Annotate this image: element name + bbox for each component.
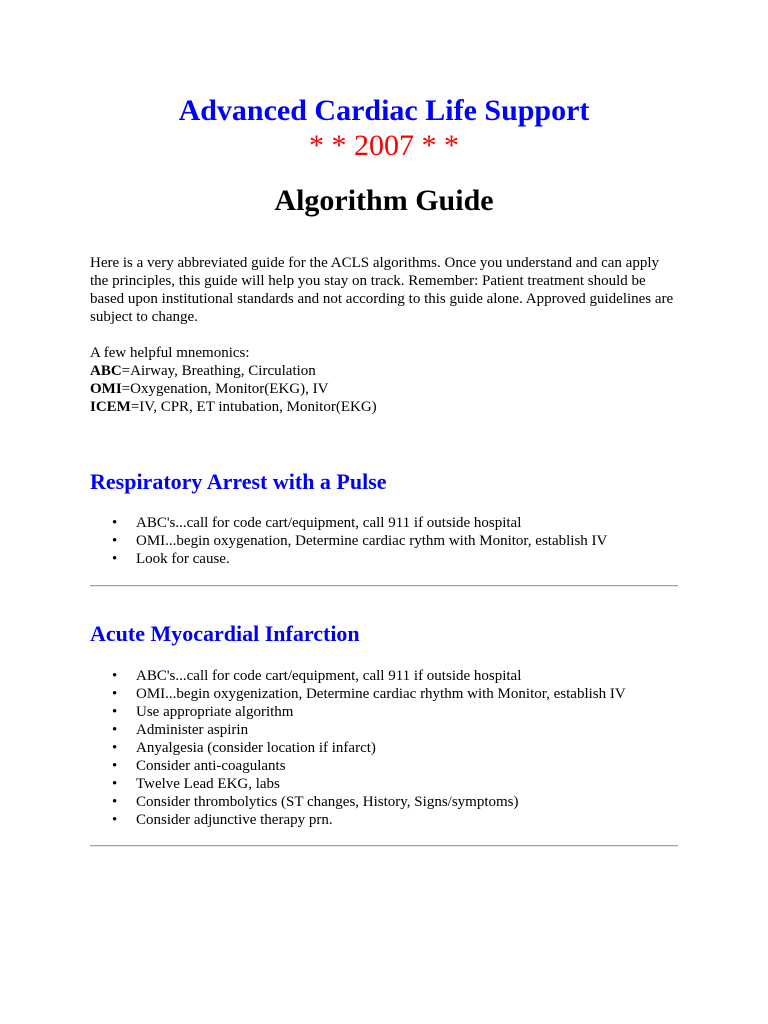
list-item: • Consider anti-coagulants — [90, 757, 678, 775]
section-divider — [90, 845, 678, 847]
list-item: • OMI...begin oxygenation, Determine cardiac rythm with Monitor, establish IV — [90, 532, 678, 550]
mnemonic-abbr: ICEM — [90, 399, 131, 415]
list-item: • Look for cause. — [90, 550, 678, 568]
respiratory-arrest-list — [90, 514, 678, 568]
mnemonic-abbr: OMI — [90, 381, 122, 397]
page-title: Advanced Cardiac Life Support — [178, 94, 590, 127]
page-subtitle: Algorithm Guide — [274, 184, 494, 217]
section-heading-acute-mi: Acute Myocardial Infarction — [90, 621, 360, 646]
mnemonic-item — [90, 362, 678, 380]
intro-paragraph: Here is a very abbreviated guide for the ACLS algorithms. Once you understand and can apply the principles, this guide will help you stay on track. Remember: Patient treatment should be based upon institutional standards and not according to this guide alone. Approved guidelines are subject to change. — [90, 255, 674, 325]
list-item: • Consider thrombolytics (ST changes, History, Signs/symptoms) — [90, 793, 678, 811]
section-heading-respiratory-arrest: Respiratory Arrest with a Pulse — [90, 469, 387, 494]
list-item: • Consider adjunctive therapy prn. — [90, 811, 678, 829]
section-divider — [90, 585, 678, 587]
mnemonics-block — [90, 344, 678, 416]
list-item: • ABC's...call for code cart/equipment, call 911 if outside hospital — [90, 514, 678, 532]
mnemonic-text: =IV, CPR, ET intubation, Monitor(EKG) — [130, 399, 377, 415]
list-item: • OMI...begin oxygenization, Determine cardiac rhythm with Monitor, establish IV — [90, 685, 678, 703]
list-item: • Administer aspirin — [90, 721, 678, 739]
mnemonics-label: A few helpful mnemonics: — [90, 345, 250, 361]
list-item: • Use appropriate algorithm — [90, 703, 678, 721]
list-item: • Anyalgesia (consider location if infarct) — [90, 739, 678, 757]
mnemonic-text: =Airway, Breathing, Circulation — [121, 363, 316, 379]
mnemonic-item — [90, 398, 678, 416]
year-line: * * 2007 * * — [309, 129, 459, 162]
mnemonic-item — [90, 380, 678, 398]
mnemonic-abbr: ABC — [90, 363, 122, 379]
list-item: • Twelve Lead EKG, labs — [90, 775, 678, 793]
mnemonic-text: =Oxygenation, Monitor(EKG), IV — [121, 381, 329, 397]
list-item: • ABC's...call for code cart/equipment, call 911 if outside hospital — [90, 667, 678, 685]
acute-mi-list — [90, 667, 678, 829]
